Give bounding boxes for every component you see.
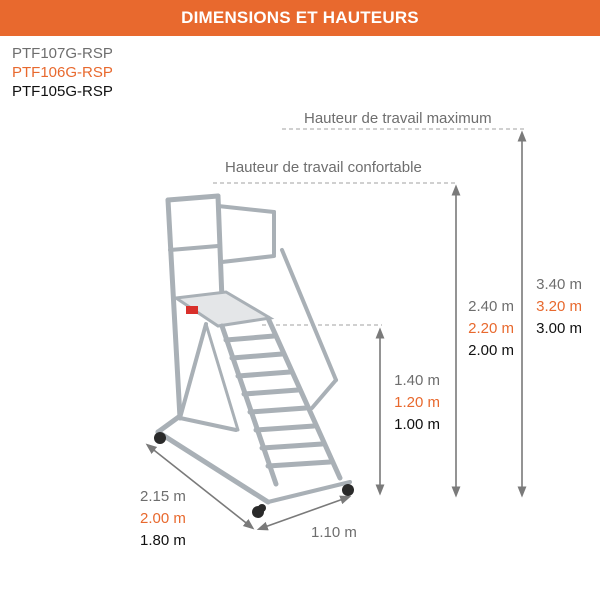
max-height-ptf105g: 3.00 m [536,320,582,337]
comfort-height-values [458,296,514,362]
header-title: DIMENSIONS ET HAUTEURS [181,8,419,27]
max-height-ptf106g: 3.20 m [536,298,582,315]
length-values [140,486,200,552]
comfort-height-ptf105g: 2.00 m [468,342,514,359]
platform-height-ptf106g: 1.20 m [394,394,440,411]
comfort-height-ptf106g: 2.20 m [468,320,514,337]
platform-height-ptf105g: 1.00 m [394,416,440,433]
model-ptf105g: PTF105G-RSP [12,83,113,100]
length-ptf106g: 2.00 m [140,510,186,527]
model-ptf107g: PTF107G-RSP [12,45,113,62]
comfort-height-ptf107g: 2.40 m [468,298,514,315]
max-height-values [526,274,582,340]
platform-height-values [384,370,440,436]
length-ptf105g: 1.80 m [140,532,186,549]
width-value: 1.10 m [311,524,357,541]
comfort-height-label: Hauteur de travail confortable [225,159,422,176]
length-ptf107g: 2.15 m [140,488,186,505]
ladder-illustration [158,196,350,502]
max-height-label: Hauteur de travail maximum [304,110,492,127]
model-ptf106g: PTF106G-RSP [12,64,113,81]
platform-height-ptf107g: 1.40 m [394,372,440,389]
max-height-ptf107g: 3.40 m [536,276,582,293]
